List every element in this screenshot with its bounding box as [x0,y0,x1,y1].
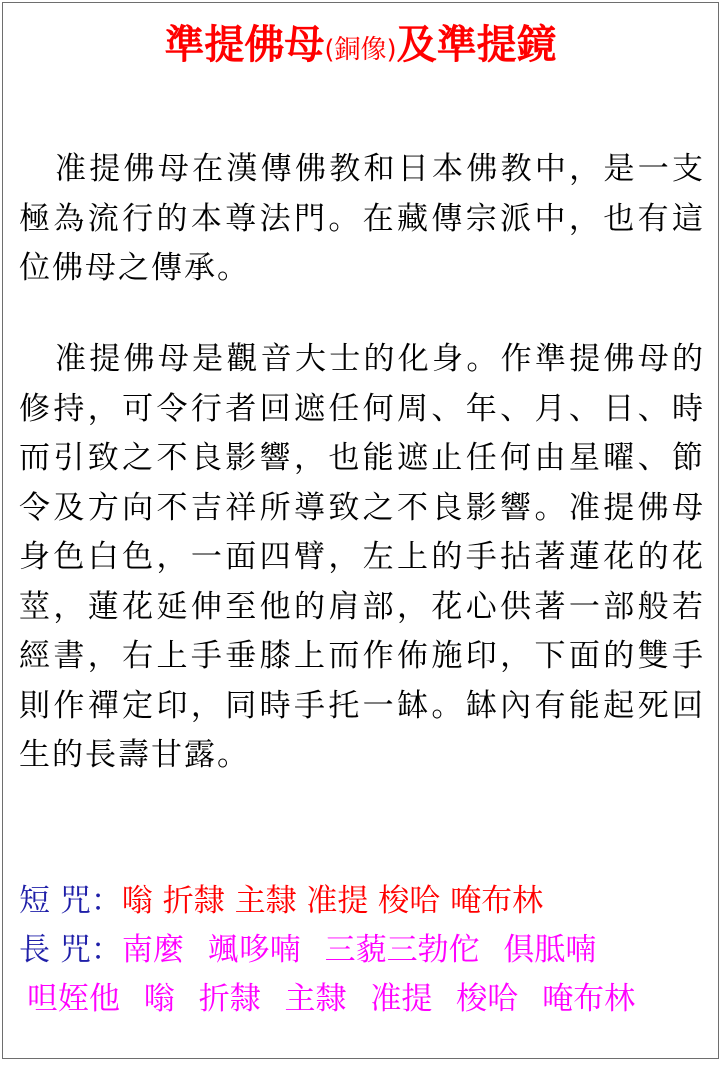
short-mantra-text: 嗡 折隸 主隸 准提 梭哈 唵布林 [121,883,544,919]
title-main-part2: 及準提鏡 [396,22,557,68]
long-mantra-text-1: 南麼 颯哆喃 三藐三勃佗 俱胝喃 [121,932,597,968]
short-mantra-label: 短 咒： [19,883,122,919]
long-mantra-continuation [27,974,717,1024]
short-mantra-line [19,876,709,926]
long-mantra-label: 長 咒： [19,932,122,968]
title-main-part1: 準提佛母 [164,22,325,68]
title-subtitle: (銅像) [324,35,397,65]
paragraph-intro: 准提佛母在漢傳佛教和日本佛教中，是一支極為流行的本尊法門。在藏傳宗派中，也有這位佛母之傳承。 [19,151,705,286]
paragraph-description: 准提佛母是觀音大士的化身。作準提佛母的修持，可令行者回遮任何周、年、月、日、時而引致之不良影響，也能遮止任何由星曜、節令及方向不吉祥所導致之不良影響。准提佛母身色白色，一面四臂，左上的手拈著蓮花的花莖，蓮花延伸至他的肩部，花心供著一部般若經書，右上手垂膝上而作佈施印，下面的雙手則作禪定印，同時手托一缽。缽內有能起死回生的長壽甘露。 [19,341,705,773]
long-mantra-text-2: 呾姪他 嗡 折隸 主隸 准提 梭哈 唵布林 [27,981,636,1017]
page-frame [2,2,719,1059]
page-title [3,15,718,80]
long-mantra-line [19,925,709,975]
